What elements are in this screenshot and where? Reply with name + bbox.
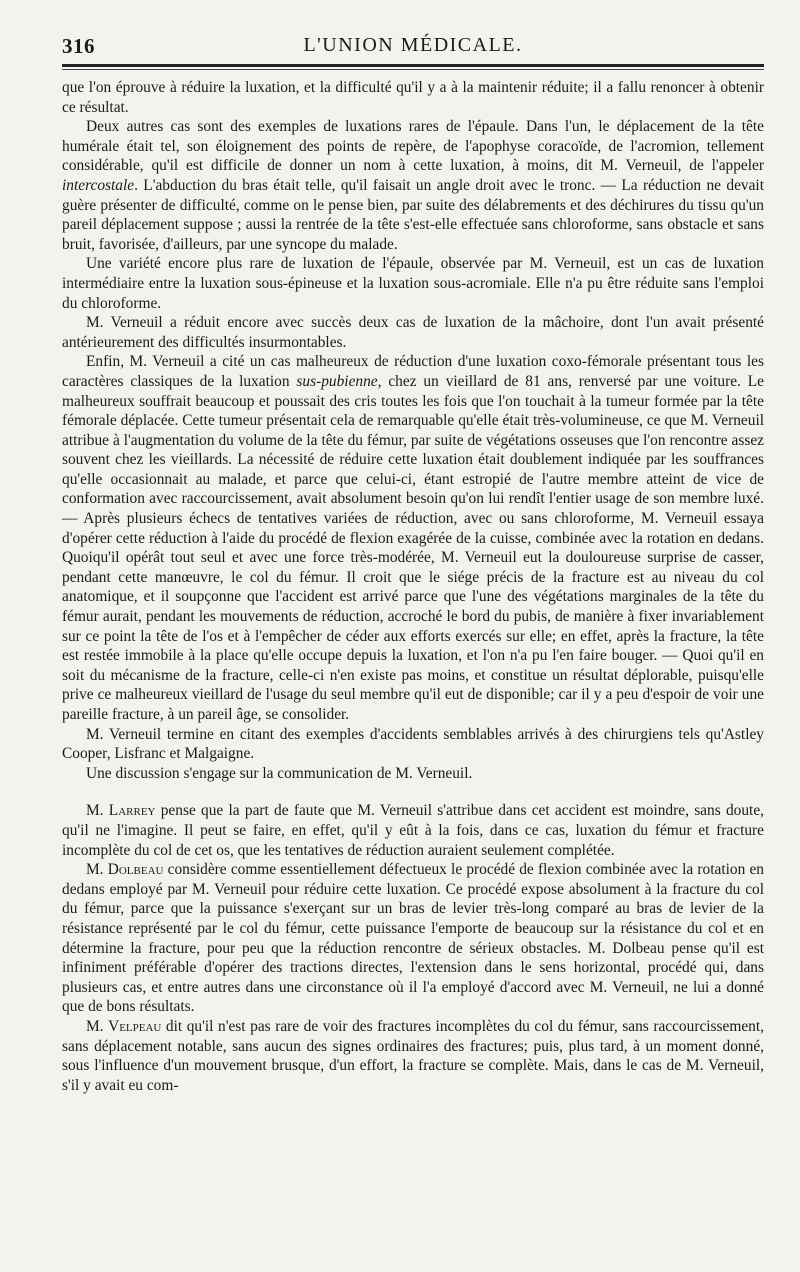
paragraph [62,313,764,352]
paragraph-text: chez un vieillard de 81 ans, renversé par une voiture. Le malheureux souffrait beaucoup et poussait des cris toutes les fois que l'on touchait à la tumeur formée par la tête fémorale déplacée. Cette tumeur présentait cela de remarquable qu'elle était très-volumineuse, ce que M. Verneuil attribue à l'augmentation du volume de la tête du fémur, par suite de végétations osseuses que l'on rencontre assez souvent chez les vieillards. La nécessité de réduire cette luxation était doublement indiquée par les souffrances qu'elle occasionnait au malade, et parce que celui-ci, étant estropié de l'autre membre atteint de vice de conformation avec raccourcissement, avait absolument besoin qu'on lui rendît l'entier usage de son membre luxé. — Après plusieurs échecs de tentatives variées de réduction, avec ou sans chloroforme, M. Verneuil essaya d'opérer cette réduction à l'aide du procédé de flexion exagérée de la cuisse, combinée avec la rotation en dedans. Quoiqu'il opérât tout seul et avec une force très-modérée, M. Verneuil eut la douloureuse surprise de casser, pendant cette manœuvre, le col du fémur. Il croit que le siége précis de la fracture est au niveau du col anatomique, et il soupçonne que l'accident est arrivé parce que l'une des végétations marginales de la tête du fémur aurait, pendant les mouvements de réduction, accroché le bord du pubis, de manière à fixer invariablement sur ce point la tête de l'os et à l'empêcher de céder aux efforts exercés sur elle; en effet, après la fracture, la tête est restée immobile à la place qu'elle occupe depuis la luxation, et l'on n'a pu l'en faire bouger. — Quoi qu'il en soit du mécanisme de la fracture, celle-ci n'en existe pas moins, et constitue un résultat déplorable, puisqu'elle prive ce malheureux vieillard de l'usage du seul membre qu'il eut de disponible; car il y a peu d'espoir de voir une pareille fracture, à un pareil âge, se consolider. [62,372,764,723]
paragraph [62,764,764,784]
paragraph-text: M. [86,1017,109,1035]
paragraph [62,352,764,724]
paragraph [62,254,764,313]
paragraph [62,860,764,1017]
paragraph [62,1017,764,1095]
header-rule-thin [62,69,764,70]
paragraph [62,78,764,117]
paragraph-text: M. Verneuil termine en citant des exemples d'accidents semblables arrivés à des chirurgiens tels qu'Astley Cooper, Lisfranc et Malgaigne. [62,725,764,763]
speaker-name: Larrey [108,802,156,820]
page-header [62,30,764,62]
paragraph-text: que l'on éprouve à réduire la luxation, et la difficulté qu'il y a à la maintenir réduite; il a fallu renoncer à obtenir ce résultat. [62,79,764,116]
page-number: 316 [62,34,95,58]
paragraph-text: M. [86,861,108,879]
paragraph-text: Une variété encore plus rare de luxation de l'épaule, observée par M. Verneuil, est un cas de luxation intermédiaire entre la luxation sous-épineuse et la luxation sous-acromiale. Elle n'a pu être réduite sans l'emploi du chloroforme. [62,255,764,312]
paragraph-text: . L'abduction du bras était telle, qu'il faisait un angle droit avec le tronc. — La réduction ne devait guère présenter de difficulté, comme on le pense bien, par suite des délabrements et des déchirures du tissu qu'un pareil déplacement suppose ; aussi la rentrée de la tête s'est-elle effectuée sans chloroforme, sans obstacle et sans bruit, favorisée, d'ailleurs, par une syncope du malade. [62,176,764,253]
paragraph-text: considère comme essentiellement défectueux le procédé de flexion combinée avec la rotation en dedans employé par M. Verneuil pour réduire cette luxation. Ce procédé expose absolument à la fracture du col du fémur, parce que la puissance s'exerçant sur un bras de levier très-long comparé au bras de levier de la résistance représenté par le col du fémur, cette puissance l'emporte de beaucoup sur la résistance du col et en détermine la fracture, pour peu que la réduction rencontre de sérieux obstacles. M. Dolbeau pense qu'il est infiniment préférable d'opérer des tractions directes, l'extension dans le sens horizontal, procédé qui, dans plusieurs cas, et entre autres dans une circonstance où il l'a employé d'accord avec M. Verneuil, ne lui a donné que de bons résultats. [62,861,765,1016]
paragraph [62,725,764,764]
paragraph-text: Deux autres cas sont des exemples de luxations rares de l'épaule. Dans l'un, le déplacement de la tête humérale était tel, son éloignement des points de repère, de l'apophyse coracoïde, de l'acromion, tellement considérable, qu'il est difficile de donner un nom à cette luxation, à moins, dit M. Verneuil, de l'appeler [62,118,764,175]
article-body [62,78,764,1095]
header-rule-thick [62,64,764,67]
running-title: L'UNION MÉDICALE. [303,34,523,56]
paragraph [62,117,764,254]
paragraph-text: M. [86,802,109,820]
paragraph-text: Enfin, M. Verneuil a cité un cas malheureux de réduction d'une luxation coxo-fémorale présentant tous les caractères classiques de la luxation [62,353,764,390]
paragraph-text: M. Verneuil a réduit encore avec succès deux cas de luxation de la mâchoire, dont l'un avait présenté antérieurement des difficultés insurmontables. [62,314,764,351]
speaker-name: Velpeau [108,1017,162,1035]
paragraph [62,801,764,860]
paragraph-text: Une discussion s'engage sur la communication de M. Verneuil. [86,764,473,782]
paragraph-text: dit qu'il n'est pas rare de voir des fractures incomplètes du col du fémur, sans raccourcissement, sans déplacement notable, sans aucun des signes ordinaires des fractures; puis, plus tard, à un moment donné, sous l'influence d'un mouvement brusque, d'un effort, la fracture se complète. Mais, dans le cas de M. Verneuil, s'il y avait eu com- [62,1017,764,1094]
italic-text: sus-pubienne, [296,372,382,390]
italic-text: intercostale [62,176,135,194]
speaker-name: Dolbeau [107,861,164,879]
paragraph-text: pense que la part de faute que M. Verneuil s'attribue dans cet accident est moindre, sans doute, qu'il ne l'imagine. Il peut se faire, en effet, qu'il y eût à la fois, dans ce cas, luxation du fémur et fracture incomplète du col de cet os, que les tentatives de réduction auraient seulement complétée. [62,802,764,859]
